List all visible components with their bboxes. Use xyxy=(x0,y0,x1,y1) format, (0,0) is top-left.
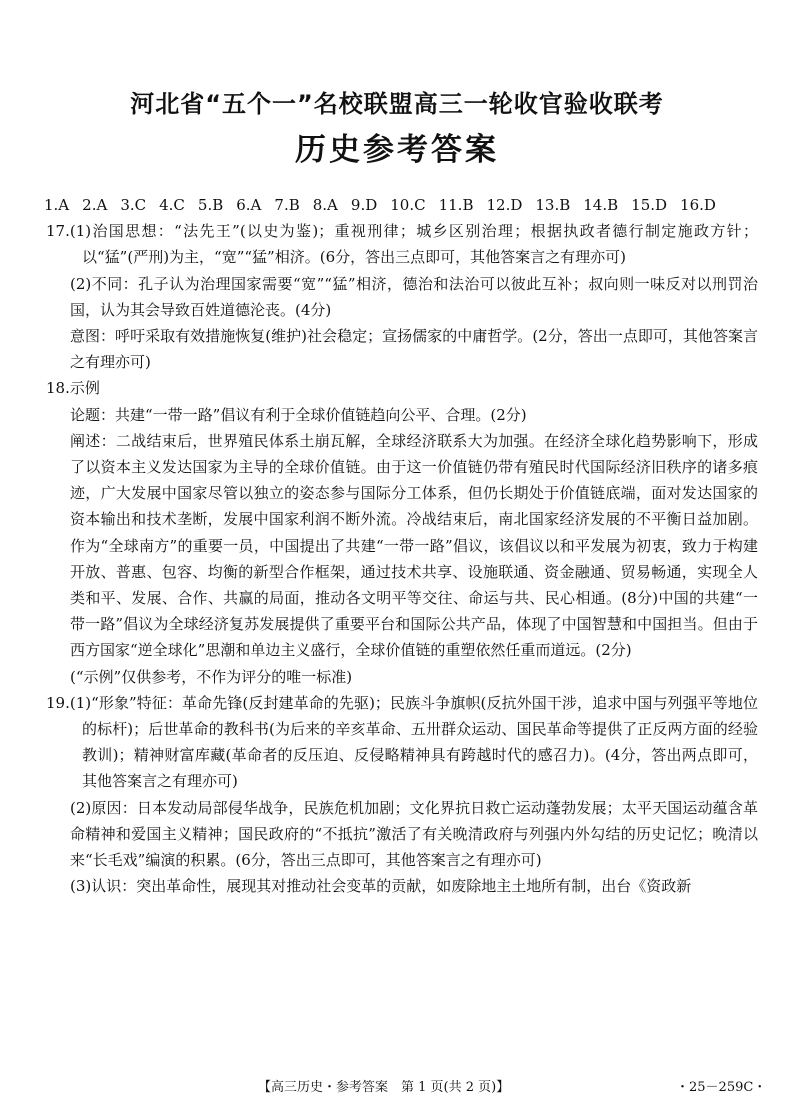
q18-thesis: 论题：共建“一带一路”倡议有利于全球价值链趋向公平、合理。(2分) xyxy=(70,405,527,424)
document-subtitle: 历史参考答案 xyxy=(295,132,499,168)
choice-answer: 1.A xyxy=(44,196,70,214)
choice-answer: 13.B xyxy=(535,196,571,214)
choice-answer: 11.B xyxy=(438,196,474,214)
exam-title: 河北省“五个一”名校联盟高三一轮收官验收联考 xyxy=(130,90,664,118)
q19-part2: (2)原因：日本发动局部侵华战争，民族危机加剧；文化界抗日救亡运动蓬勃发展；太平天国运动蕴含革命精神和爱国主义精神；国民政府的“不抵抗”激活了有关晚清政府与列强内外勾结的历史记忆；晚清以来“长毛戏”编演的积累。(6分，答出三点即可，其他答案言之有理亦可) xyxy=(70,798,758,870)
choice-answer: 12.D xyxy=(486,196,523,214)
choice-answer: 5.B xyxy=(197,196,224,214)
choice-answers xyxy=(44,192,758,218)
q18-heading: 18.示例 xyxy=(46,379,100,398)
choice-answer: 3.C xyxy=(120,196,147,214)
q19-part1: 19.(1)“形象”特征：革命先锋(反封建革命的先驱)；民族斗争旗帜(反抗外国干涉，追求中国与列强平等地位的标杆)；后世革命的教科书(为后来的辛亥革命、五卅群众运动、国民革命等提供了正反两方面的经验教训)；精神财富库藏(革命者的反压迫、反侵略精神具有跨越时代的感召力)。(4分，答出两点即可，其他答案言之有理亦可) xyxy=(46,693,758,791)
choice-answer: 10.C xyxy=(390,196,426,214)
choice-answer: 7.B xyxy=(274,196,300,214)
choice-answer: 15.D xyxy=(631,196,668,214)
answer-body xyxy=(46,192,758,899)
q17-part2: (2)不同：孔子认为治理国家需要“宽”“猛”相济，德治和法治可以彼此互补；叔向则一味反对以刑罚治国，认为其会导致百姓道德沦丧。(4分) xyxy=(70,274,758,319)
q17-part1: 17.(1)治国思想：“法先王”(以史为鉴)；重视刑律；城乡区别治理；根据执政者德行制定施政方针；以“猛”(严刑)为主，“宽”“猛”相济。(6分，答出三点即可，其他答案言之有理亦可) xyxy=(46,222,758,267)
choice-answer: 14.B xyxy=(583,196,619,214)
choice-answer: 16.D xyxy=(680,196,716,214)
q19-part3: (3)认识：突出革命性，展现其对推动社会变革的贡献，如废除地主土地所有制，出台《资政新 xyxy=(70,877,692,896)
q18-argument: 阐述：二战结束后，世界殖民体系土崩瓦解，全球经济联系大为加强。在经济全球化趋势影响下，形成了以资本主义发达国家为主导的全球价值链。由于这一价值链仍带有殖民时代国际经济旧秩序的诸多痕迹，广大发展中国家尽管以独立的姿态参与国际分工体系，但仍长期处于价值链底端，面对发达国家的资本输出和技术垄断，发展中国家利润不断外流。冷战结束后，南北国家经济发展的不平衡日益加剧。作为“全球南方”的重要一员，中国提出了共建“一带一路”倡议，该倡议以和平发展为初衷，致力于构建开放、普惠、包容、均衡的新型合作框架，通过技术共享、设施联通、资金融通、贸易畅通，实现全人类和平、发展、合作、共赢的局面，推动各文明平等交往、命运与共、民心相通。(8分)中国的共建“一带一路”倡议为全球经济复苏发展提供了重要平台和国际公共产品，体现了中国智慧和中国担当。但由于西方国家“逆全球化”思潮和单边主义盛行，全球价值链的重塑依然任重而道远。(2分) xyxy=(70,431,758,660)
footer-exam-code: ・25－259C・ xyxy=(676,1080,767,1095)
choice-answer: 6.A xyxy=(236,196,262,214)
footer-page-info: 【高三历史・参考答案 第 1 页(共 2 页)】 xyxy=(258,1080,510,1095)
choice-answer: 2.A xyxy=(82,196,108,214)
q17-intent: 意图：呼吁采取有效措施恢复(维护)社会稳定；宣扬儒家的中庸哲学。(2分，答出一点即可，其他答案言之有理亦可) xyxy=(70,327,758,372)
choice-answer: 8.A xyxy=(312,196,338,214)
q18-note: (“示例”仅供参考，不作为评分的唯一标准) xyxy=(70,667,353,686)
choice-answer: 9.D xyxy=(350,196,378,214)
choice-answer: 4.C xyxy=(159,196,185,214)
